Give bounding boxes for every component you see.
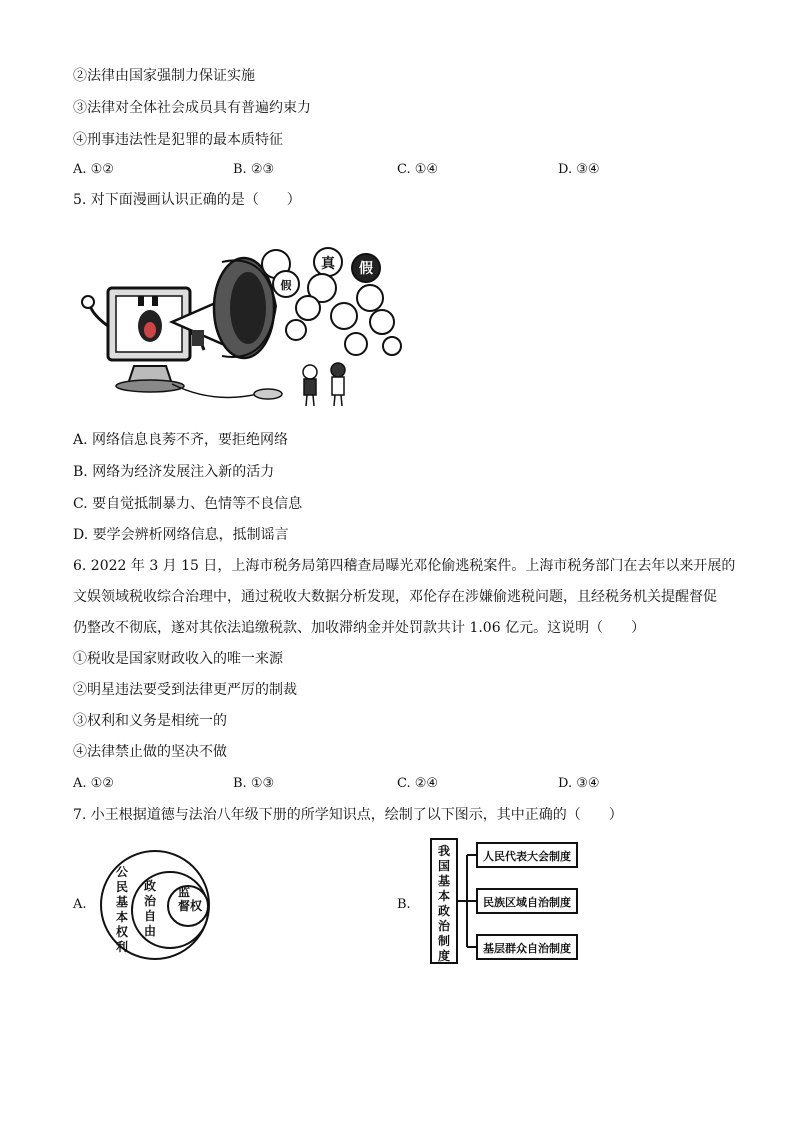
- q5-option-d: D. 要学会辨析网络信息，抵制谣言: [73, 527, 289, 543]
- venn-diagram: [98, 848, 213, 963]
- q4-item-4: ④刑事违法性是犯罪的最本质特征: [73, 132, 283, 148]
- tree-diagram: [425, 837, 585, 967]
- q5-stem: 5. 对下面漫画认识正确的是（ ）: [73, 192, 301, 208]
- q4-option-a: A. ①②: [73, 162, 114, 177]
- bubble-text-fake-small: 假: [280, 279, 292, 292]
- q7-stem: 7. 小王根据道德与法治八年级下册的所学知识点，绘制了以下图示，其中正确的（ ）: [73, 807, 623, 823]
- tree-root-label: 我国基本政治制度: [437, 844, 451, 963]
- people-illustration: [303, 363, 345, 406]
- q5-option-c: C. 要自觉抵制暴力、色情等不良信息: [73, 496, 303, 512]
- q4-option-c: C. ①④: [397, 162, 439, 177]
- q5-option-a: A. 网络信息良莠不齐，要拒绝网络: [73, 432, 289, 448]
- venn-inner-label: 监督权: [177, 885, 203, 913]
- q6-stem-line-3: 仍整改不彻底，遂对其依法追缴税款、加收滞纳金并处罚款共计 1.06 亿元。这说明（ ）: [73, 620, 646, 636]
- q7-option-a-label: A.: [73, 897, 87, 912]
- bubble-text-fake: 假: [359, 261, 373, 277]
- bubble-text-real: 真: [321, 256, 335, 272]
- q6-stem-line-1: 6. 2022 年 3 月 15 日，上海市税务局第四稽查局曝光邓伦偷逃税案件。上海市税务部门在去年以来开展的: [73, 558, 736, 574]
- q6-item-3: ③权利和义务是相统一的: [73, 713, 227, 729]
- tree-branch-2: 民族区域自治制度: [483, 896, 571, 909]
- q4-item-3: ③法律对全体社会成员具有普遍约束力: [73, 100, 311, 116]
- q6-option-b: B. ①③: [233, 776, 275, 791]
- q6-stem-line-2: 文娱领域税收综合治理中，通过税收大数据分析发现，邓伦存在涉嫌偷逃税问题，且经税务机关提醒督促: [73, 589, 717, 605]
- q6-option-d: D. ③④: [558, 776, 600, 791]
- q6-option-a: A. ①②: [73, 776, 114, 791]
- q7-option-b-label: B.: [397, 897, 411, 912]
- q4-option-d: D. ③④: [558, 162, 600, 177]
- monitor-illustration: [82, 288, 204, 392]
- q4-option-b: B. ②③: [233, 162, 275, 177]
- q5-option-b: B. 网络为经济发展注入新的活力: [73, 464, 275, 480]
- q6-option-c: C. ②④: [397, 776, 439, 791]
- cartoon-image: [76, 246, 406, 414]
- q6-item-1: ①税收是国家财政收入的唯一来源: [73, 651, 283, 667]
- venn-middle-label: 政治自由: [143, 879, 157, 938]
- venn-outer-label: 公民基本权利: [115, 865, 129, 954]
- tree-branch-3: 基层群众自治制度: [483, 942, 571, 955]
- q4-item-2: ②法律由国家强制力保证实施: [73, 68, 255, 84]
- q6-item-4: ④法律禁止做的坚决不做: [73, 744, 227, 760]
- q6-item-2: ②明星违法要受到法律更严厉的制裁: [73, 682, 297, 698]
- tree-branch-1: 人民代表大会制度: [483, 850, 571, 863]
